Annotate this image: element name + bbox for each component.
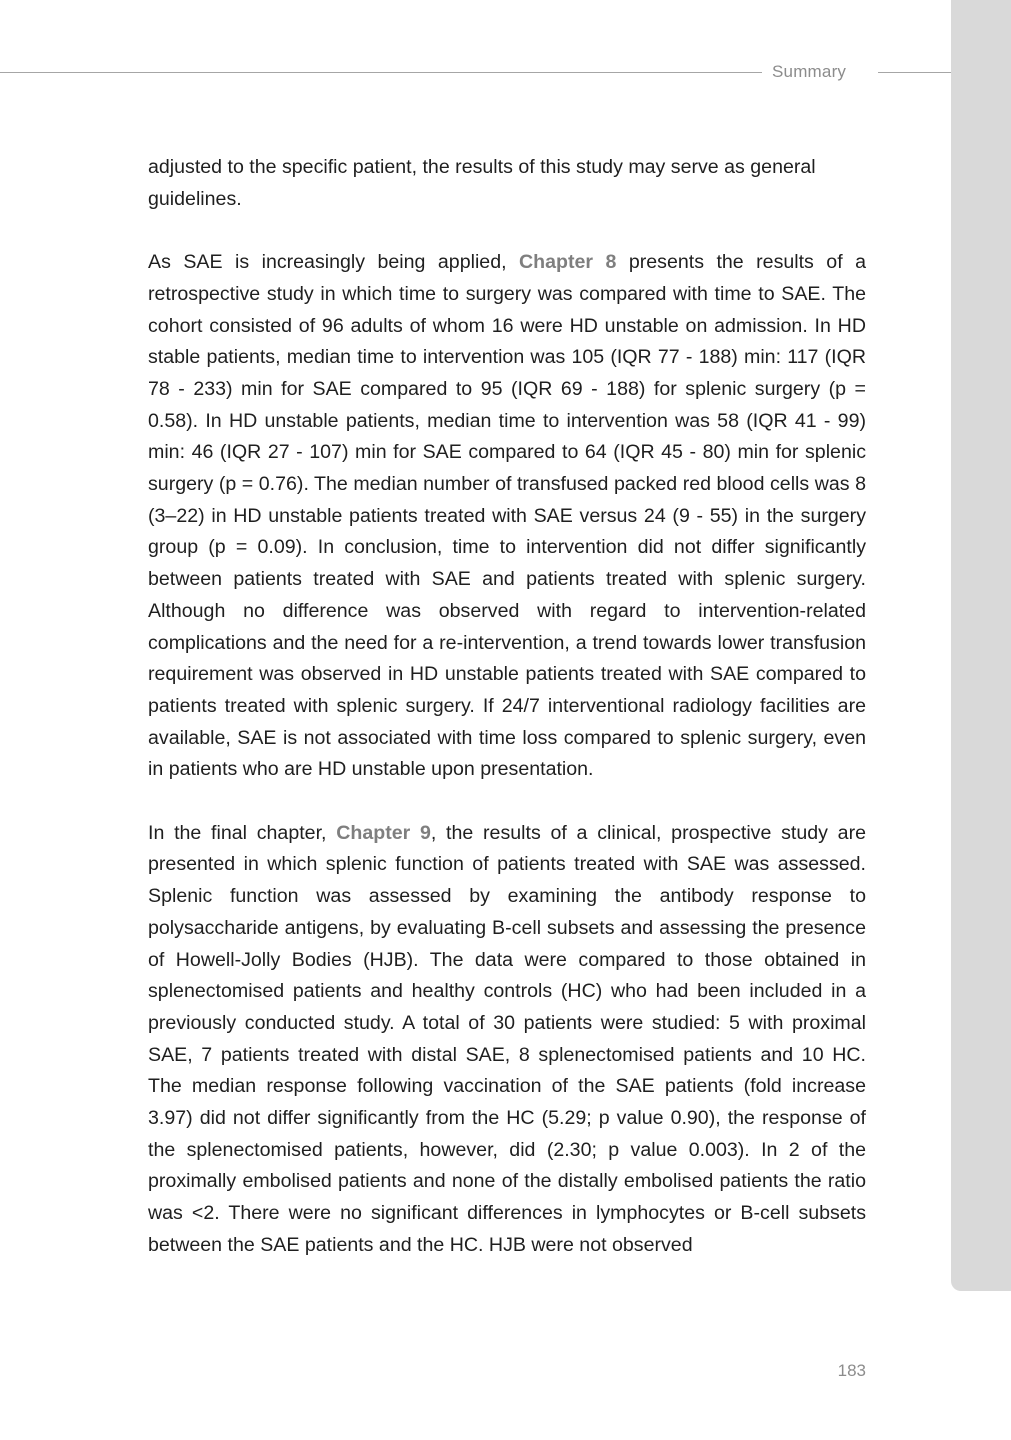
paragraph-3	[148, 818, 866, 1262]
paragraph-3-body: , the results of a clinical, prospective study are presented in which splenic function of patients treated with SAE was assessed. Splenic function was assessed by examining the antibody response to polysaccharide antigens, by evaluating B-cell subsets and assessing the presence of Howell-Jolly Bodies (HJB). The data were compared to those obtained in splenectomised patients and healthy controls (HC) who had been included in a previously conducted study. A total of 30 patients were studied: 5 with proximal SAE, 7 patients treated with distal SAE, 8 splenectomised patients and 10 HC. The median response following vaccination of the SAE patients (fold increase 3.97) did not differ significantly from the HC (5.29; p value 0.90), the response of the splenectomised patients, however, did (2.30; p value 0.003). In 2 of the proximally embolised patients and none of the distally embolised patients the ratio was <2. There were no significant differences in lymphocytes or B-cell subsets between the SAE patients and the HC. HJB were not observed	[148, 821, 867, 1256]
chapter-9-reference: Chapter 9	[336, 821, 431, 844]
running-header-title: Summary	[772, 62, 847, 81]
header-rule-right	[878, 72, 951, 73]
paragraph-1	[148, 152, 866, 215]
paragraph-3-lead: In the final chapter,	[148, 821, 337, 844]
paragraph-2	[148, 247, 866, 786]
paragraph-1-text: adjusted to the specific patient, the results of this study may serve as general guidelines.	[148, 156, 816, 210]
paragraph-2-body: presents the results of a retrospective study in which time to surgery was compared with time to SAE. The cohort consisted of 96 adults of whom 16 were HD unstable on admission. In HD stable patients, median time to intervention was 105 (IQR 77 - 188) min: 117 (IQR 78 - 233) min for SAE compared to 95 (IQR 69 - 188) for splenic surgery (p = 0.58). In HD unstable patients, median time to intervention was 58 (IQR 41 - 99) min: 46 (IQR 27 - 107) min for SAE compared to 64 (IQR 45 - 80) min for splenic surgery (p = 0.76). The median number of transfused packed red blood cells was 8 (3–22) in HD unstable patients treated with SAE versus 24 (9 - 55) in the surgery group (p = 0.09). In conclusion, time to intervention did not differ significantly between patients treated with SAE and patients treated with splenic surgery. Although no difference was observed with regard to intervention-related complications and the need for a re-intervention, a trend towards lower transfusion requirement was observed in HD unstable patients treated with SAE compared to patients treated with splenic surgery. If 24/7 interventional radiology facilities are available, SAE is not associated with time loss compared to splenic surgery, even in patients who are HD unstable upon presentation.	[148, 251, 866, 781]
chapter-8-reference: Chapter 8	[519, 251, 617, 274]
side-thumb-tab	[951, 0, 1011, 1291]
body-text	[148, 152, 866, 1293]
paragraph-2-lead: As SAE is increasingly being applied,	[148, 251, 519, 274]
page-number: 183	[837, 1361, 866, 1380]
header-rule-left	[0, 72, 762, 73]
